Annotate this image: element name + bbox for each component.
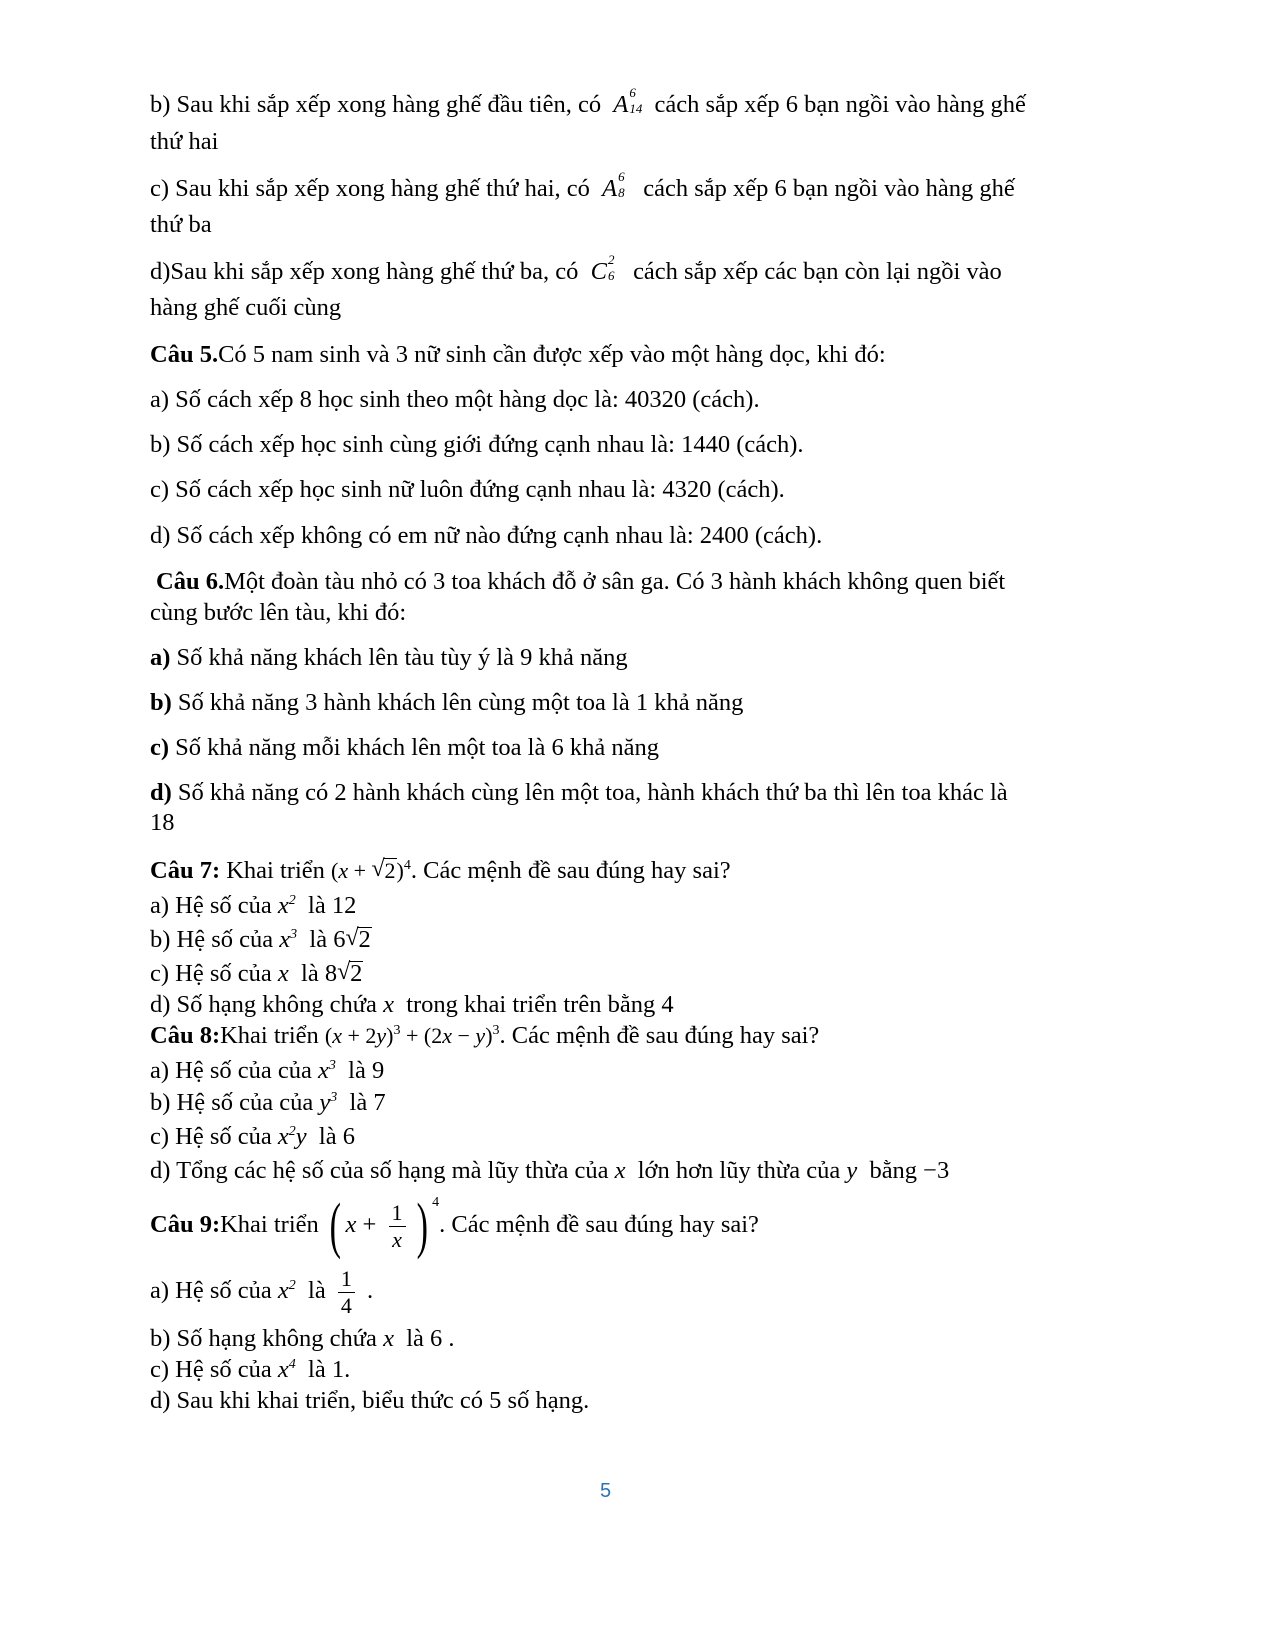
text: cách sắp xếp 6 bạn ngồi vào hàng ghế: [643, 175, 1015, 202]
option-8a: [150, 1055, 384, 1087]
math-x: x: [383, 1325, 394, 1352]
math-y: y: [846, 1157, 858, 1184]
text: là: [308, 1277, 332, 1304]
option-8b: [150, 1087, 386, 1119]
math-expression: $(x + 2y)^3 + (2x - y)^3$: [324, 1023, 500, 1048]
text: trong khai triển trên bằng 4: [406, 991, 674, 1018]
math-y3: $y^3$: [319, 1089, 338, 1116]
line-b-first-row: [150, 85, 1026, 121]
text: b) Sau khi sắp xếp xong hàng ghế đầu tiên, có: [150, 91, 602, 118]
math-expression: (x + √ 2)$^4$: [331, 856, 411, 883]
option-label: d): [150, 779, 172, 806]
text: c) Hệ số của: [150, 1123, 278, 1150]
question-label: Câu 6.: [156, 568, 225, 595]
option-text: Số khả năng 3 hành khách lên cùng một toa là 1 khả năng: [171, 689, 744, 716]
option-8d: [150, 1155, 949, 1187]
option-5c: c) Số cách xếp học sinh nữ luôn đứng cạnh nhau là: 4320 (cách).: [150, 476, 785, 503]
text: là 6: [309, 926, 346, 953]
text: cách sắp xếp các bạn còn lại ngồi vào: [633, 258, 1002, 285]
option-5a: a) Số cách xếp 8 học sinh theo một hàng dọc là: 40320 (cách).: [150, 386, 760, 413]
line: thứ ba: [150, 211, 212, 238]
question-6: [156, 566, 1005, 598]
math-fraction-1-4: $\frac{1}{4}$: [338, 1266, 355, 1319]
line-d-third-row: [150, 252, 1002, 288]
option-7d: [150, 989, 674, 1021]
math-x: x: [277, 960, 289, 987]
question-7: [150, 855, 731, 887]
option-6d-cont: 18: [150, 809, 175, 836]
question-label: Câu 5.: [150, 341, 219, 368]
option-5b: b) Số cách xếp học sinh cùng giới đứng cạnh nhau là: 1440 (cách).: [150, 431, 804, 458]
line: hàng ghế cuối cùng: [150, 294, 342, 321]
text: b) Hệ số của: [150, 926, 280, 953]
option-6a: [150, 642, 628, 674]
text: Khai triển: [220, 1211, 325, 1238]
question-label: Câu 7:: [150, 857, 221, 884]
option-label: b): [150, 689, 172, 716]
option-label: c): [150, 734, 170, 761]
text: d) Số hạng không chứa: [150, 991, 384, 1018]
text: là 8: [301, 960, 338, 987]
text: cách sắp xếp 6 bạn ngồi vào hàng ghế: [654, 91, 1026, 118]
math-x3: $x^3$: [318, 1057, 336, 1084]
text: Khai triển: [220, 857, 332, 884]
question-label: Câu 8:: [150, 1022, 221, 1049]
math-x2: $x^2$: [277, 892, 296, 919]
option-text: Số khả năng có 2 hành khách cùng lên một toa, hành khách thứ ba thì lên toa khác là: [171, 779, 1008, 806]
text: là 9: [348, 1057, 385, 1084]
text: d)Sau khi sắp xếp xong hàng ghế thứ ba, có: [150, 258, 579, 285]
option-6d: [150, 777, 1008, 809]
text: c) Hệ số của: [150, 960, 278, 987]
text: .: [360, 1277, 374, 1304]
option-6b: [150, 687, 743, 719]
option-9d: d) Sau khi khai triển, biểu thức có 5 số hạng.: [150, 1387, 590, 1414]
option-5d: d) Số cách xếp không có em nữ nào đứng cạnh nhau là: 2400 (cách).: [150, 522, 823, 549]
question-text: Có 5 nam sinh và 3 nữ sinh cần được xếp vào một hàng dọc, khi đó:: [218, 341, 886, 368]
option-9a: [150, 1262, 373, 1320]
question-text: Một đoàn tàu nhỏ có 3 toa khách đỗ ở sân ga. Có 3 hành khách không quen biết: [224, 568, 1006, 595]
math-A14-6: A 6 14: [607, 85, 643, 118]
math-x: x: [614, 1157, 626, 1184]
text: d) Tổng các hệ số của số hạng mà lũy thừa của: [150, 1157, 615, 1184]
option-text: Số khả năng mỗi khách lên một toa là 6 khả năng: [169, 734, 659, 761]
math-C6-2: C 2 6: [584, 252, 615, 285]
text: . Các mệnh đề sau đúng hay sai?: [439, 1211, 759, 1238]
page-number: 5: [600, 1480, 612, 1502]
option-9c: [150, 1354, 350, 1386]
text: bằng −3: [869, 1157, 950, 1184]
question-6-cont: cùng bước lên tàu, khi đó:: [150, 599, 407, 626]
text: . Các mệnh đề sau đúng hay sai?: [499, 1022, 820, 1049]
text: c) Hệ số của: [150, 1356, 278, 1383]
math-sqrt2: √ 2: [345, 925, 371, 953]
text: Khai triển: [220, 1022, 325, 1049]
question-label: Câu 9:: [150, 1211, 221, 1238]
option-6c: [150, 732, 659, 764]
text: . Các mệnh đề sau đúng hay sai?: [410, 857, 731, 884]
math-x3: $x^3$: [279, 926, 298, 953]
text: là 6: [318, 1123, 355, 1150]
question-9: [150, 1192, 759, 1261]
text: a) Hệ số của của: [150, 1057, 319, 1084]
option-9b: [150, 1323, 455, 1355]
option-text: Số khả năng khách lên tàu tùy ý là 9 khả năng: [170, 644, 628, 671]
option-7a: [150, 890, 356, 922]
math-x2: $x^2$: [277, 1277, 296, 1304]
text: là 7: [349, 1089, 386, 1116]
math-x: x: [383, 991, 394, 1018]
text: a) Hệ số của: [150, 1277, 278, 1304]
line-c-second-row: [150, 169, 1015, 205]
math-expression: ( x + $\frac{1}{x}$ ) $^4$: [329, 1192, 440, 1261]
text: b) Số hạng không chứa: [150, 1325, 384, 1352]
math-A8-6: A 6 8: [596, 169, 625, 202]
text: là 12: [308, 892, 357, 919]
text: a) Hệ số của: [150, 892, 278, 919]
question-8: [150, 1020, 819, 1052]
question-5: [150, 339, 886, 371]
line: thứ hai: [150, 128, 219, 155]
text: lớn hơn lũy thừa của: [637, 1157, 847, 1184]
option-label: a): [150, 644, 171, 671]
option-7b: [150, 924, 372, 956]
option-7c: [150, 958, 363, 990]
option-8c: [150, 1121, 355, 1153]
text: là 6 .: [406, 1325, 455, 1352]
math-x4: $x^4$: [277, 1356, 296, 1383]
text: c) Sau khi sắp xếp xong hàng ghế thứ hai, có: [150, 175, 590, 202]
math-sqrt2: √ 2: [337, 959, 363, 987]
math-x2y: $x^2y$: [277, 1123, 307, 1150]
text: b) Hệ số của của: [150, 1089, 320, 1116]
text: là 1.: [308, 1356, 351, 1383]
